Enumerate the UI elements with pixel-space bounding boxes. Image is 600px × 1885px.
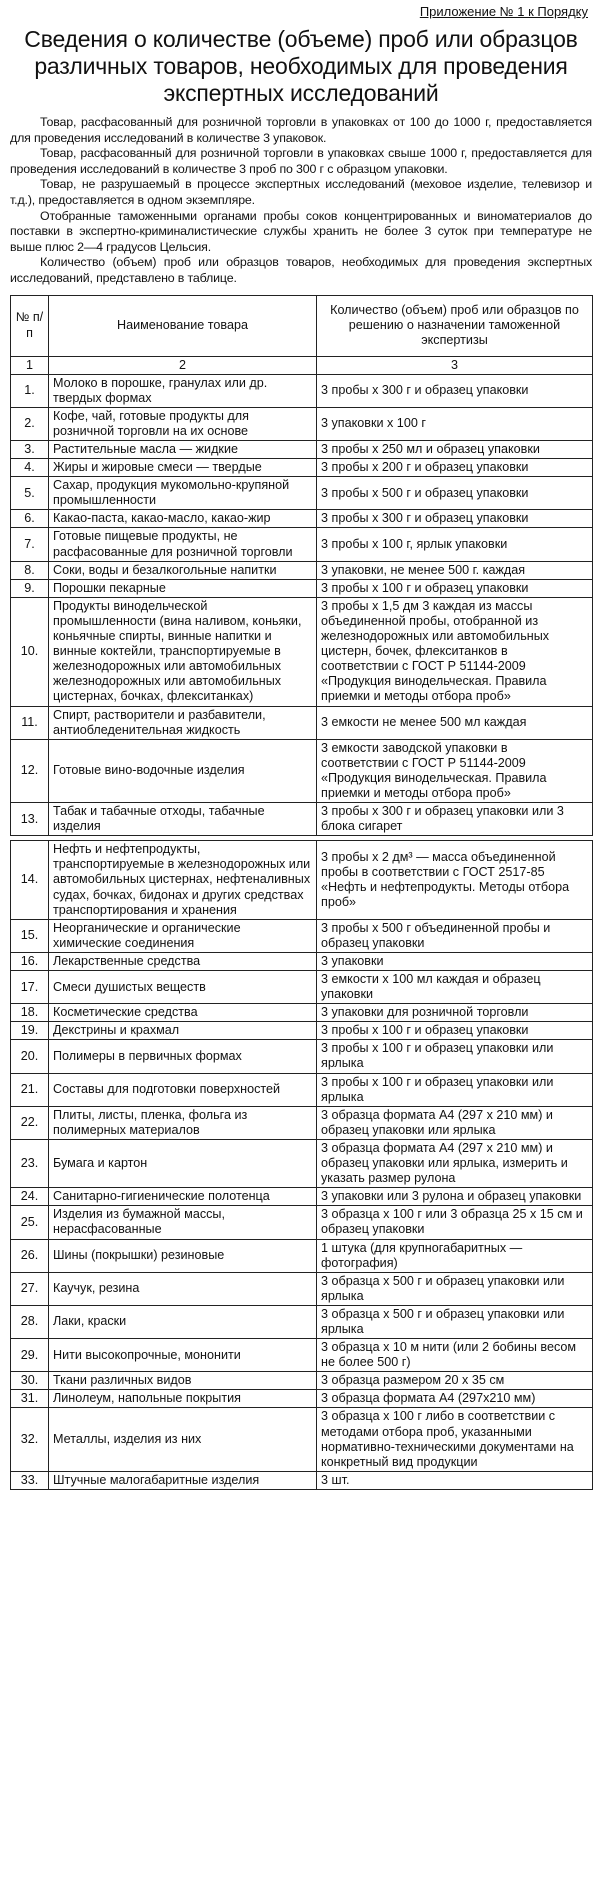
product-name: Соки, воды и безалкогольные напитки [49, 561, 317, 579]
table-row [11, 1372, 593, 1390]
table-row [11, 579, 593, 597]
header-number: № п/п [11, 295, 49, 356]
row-number: 18. [11, 1004, 49, 1022]
table-row [11, 561, 593, 579]
row-number: 31. [11, 1390, 49, 1408]
row-number: 12. [11, 739, 49, 802]
table-row [11, 706, 593, 739]
header-product-name: Наименование товара [49, 295, 317, 356]
product-name: Готовые вино-водочные изделия [49, 739, 317, 802]
product-name: Составы для подготовки поверхностей [49, 1073, 317, 1106]
row-number: 11. [11, 706, 49, 739]
sample-quantity: 3 образца х 500 г и образец упаковки или ярлыка [317, 1272, 593, 1305]
row-number: 16. [11, 952, 49, 970]
header-quantity: Количество (объем) проб или образцов по решению о назначении таможенной экспертизы [317, 295, 593, 356]
table-row [11, 459, 593, 477]
product-name: Полимеры в первичных формах [49, 1040, 317, 1073]
table-row [11, 1471, 593, 1489]
table-row [11, 1239, 593, 1272]
table-row [11, 1040, 593, 1073]
table-row [11, 407, 593, 440]
product-name: Растительные масла — жидкие [49, 441, 317, 459]
row-number: 6. [11, 510, 49, 528]
sample-quantity: 3 пробы х 100 г и образец упаковки или ярлыка [317, 1040, 593, 1073]
product-name: Бумага и картон [49, 1139, 317, 1187]
table-row [11, 1106, 593, 1139]
product-name: Нити высокопрочные, мононити [49, 1339, 317, 1372]
intro-paragraph: Товар, расфасованный для розничной торговли в упаковках от 100 до 1000 г, предоставляется для проведения исследований в количестве 3 упаковок. [10, 115, 592, 145]
row-number: 29. [11, 1339, 49, 1372]
sample-quantity: 3 пробы х 300 г и образец упаковки или 3 блока сигарет [317, 803, 593, 836]
product-name: Ткани различных видов [49, 1372, 317, 1390]
intro-paragraph: Товар, расфасованный для розничной торговли в упаковках свыше 1000 г, предоставляется для проведения исследований в количестве 3 проб по 300 г с образцом упаковки. [10, 146, 592, 176]
product-name: Нефть и нефтепродукты, транспортируемые в железнодорожных или автомобильных цистернах, нефтеналивных судах, бочках, бидонах и других средствах транспортирования и хранения [49, 841, 317, 919]
samples-table [10, 295, 593, 1490]
sample-quantity: 3 упаковки [317, 952, 593, 970]
sample-quantity: 3 шт. [317, 1471, 593, 1489]
product-name: Плиты, листы, пленка, фольга из полимерных материалов [49, 1106, 317, 1139]
sample-quantity: 3 образца х 500 г и образец упаковки или ярлыка [317, 1305, 593, 1338]
row-number: 5. [11, 477, 49, 510]
product-name: Спирт, растворители и разбавители, антиобледенительная жидкость [49, 706, 317, 739]
document-title: Сведения о количестве (объеме) проб или образцов различных товаров, необходимых для проведения экспертных исследований [24, 26, 578, 106]
product-name: Шины (покрышки) резиновые [49, 1239, 317, 1272]
sample-quantity: 3 пробы х 250 мл и образец упаковки [317, 441, 593, 459]
product-name: Порошки пекарные [49, 579, 317, 597]
intro-paragraph: Отобранные таможенными органами пробы соков концентрированных и виноматериалов до поставки в экспертно-криминалистические службы хранить не более 3 суток при температуре не выше плюс 2—4 градусов Цельсия. [10, 208, 592, 254]
sample-quantity: 1 штука (для крупногабаритных — фотография) [317, 1239, 593, 1272]
sample-quantity: 3 упаковки или 3 рулона и образец упаковки [317, 1188, 593, 1206]
product-name: Каучук, резина [49, 1272, 317, 1305]
sample-quantity: 3 пробы х 500 г и образец упаковки [317, 477, 593, 510]
table-row [11, 1339, 593, 1372]
sample-quantity: 3 упаковки, не менее 500 г. каждая [317, 561, 593, 579]
row-number: 32. [11, 1408, 49, 1471]
product-name: Лаки, краски [49, 1305, 317, 1338]
product-name: Готовые пищевые продукты, не расфасованные для розничной торговли [49, 528, 317, 561]
table-row [11, 952, 593, 970]
product-name: Лекарственные средства [49, 952, 317, 970]
table-row [11, 528, 593, 561]
table-header-row [11, 295, 593, 356]
index-cell: 3 [317, 356, 593, 374]
sample-quantity: 3 образца формата А4 (297 х 210 мм) и образец упаковки или ярлыка [317, 1106, 593, 1139]
product-name: Сахар, продукция мукомольно-крупяной промышленности [49, 477, 317, 510]
product-name: Неорганические и органические химические соединения [49, 919, 317, 952]
row-number: 22. [11, 1106, 49, 1139]
intro-paragraph: Товар, не разрушаемый в процессе экспертных исследований (меховое изделие, телевизор и т.д.), предоставляется в одном экземпляре. [10, 177, 592, 207]
table-row [11, 1022, 593, 1040]
product-name: Косметические средства [49, 1004, 317, 1022]
sample-quantity: 3 образца х 100 г либо в соответствии с методами отбора проб, указанными нормативно-техническими документами на конкретный вид продукции [317, 1408, 593, 1471]
row-number: 21. [11, 1073, 49, 1106]
table-row [11, 919, 593, 952]
row-number: 27. [11, 1272, 49, 1305]
row-number: 20. [11, 1040, 49, 1073]
product-name: Металлы, изделия из них [49, 1408, 317, 1471]
row-number: 15. [11, 919, 49, 952]
table-body [11, 374, 593, 1489]
table-row [11, 1073, 593, 1106]
table-index-row [11, 356, 593, 374]
product-name: Линолеум, напольные покрытия [49, 1390, 317, 1408]
table-row [11, 1188, 593, 1206]
row-number: 2. [11, 407, 49, 440]
row-number: 26. [11, 1239, 49, 1272]
table-row [11, 841, 593, 919]
table-row [11, 441, 593, 459]
product-name: Штучные малогабаритные изделия [49, 1471, 317, 1489]
intro-paragraph: Количество (объем) проб или образцов товаров, необходимых для проведения экспертных исследований, представлено в таблице. [10, 255, 592, 285]
table-row [11, 374, 593, 407]
product-name: Какао-паста, какао-масло, какао-жир [49, 510, 317, 528]
table-row [11, 1206, 593, 1239]
appendix-label: Приложение № 1 к Порядку [419, 4, 588, 19]
row-number: 25. [11, 1206, 49, 1239]
table-row [11, 971, 593, 1004]
sample-quantity: 3 образца формата А4 (297х210 мм) [317, 1390, 593, 1408]
product-name: Продукты винодельческой промышленности (вина наливом, коньяки, коньячные спирты, винные напитки и винные коктейли, транспортируемые в железнодорожных или автомобильных железнодорожных или автомобильных цистернах, бочках, флекситанках) [49, 597, 317, 706]
sample-quantity: 3 упаковки х 100 г [317, 407, 593, 440]
sample-quantity: 3 емкости не менее 500 мл каждая [317, 706, 593, 739]
sample-quantity: 3 емкости заводской упаковки в соответствии с ГОСТ Р 51144-2009 «Продукция винодельческая. Правила приемки и методы отбора проб» [317, 739, 593, 802]
row-number: 30. [11, 1372, 49, 1390]
row-number: 24. [11, 1188, 49, 1206]
product-name: Жиры и жировые смеси — твердые [49, 459, 317, 477]
sample-quantity: 3 пробы х 100 г и образец упаковки [317, 579, 593, 597]
table-row [11, 1408, 593, 1471]
row-number: 17. [11, 971, 49, 1004]
product-name: Молоко в порошке, гранулах или др. твердых формах [49, 374, 317, 407]
sample-quantity: 3 упаковки для розничной торговли [317, 1004, 593, 1022]
table-row [11, 1139, 593, 1187]
row-number: 8. [11, 561, 49, 579]
sample-quantity: 3 пробы х 100 г и образец упаковки [317, 1022, 593, 1040]
row-number: 13. [11, 803, 49, 836]
sample-quantity: 3 пробы х 1,5 дм 3 каждая из массы объединенной пробы, отобранной из железнодорожных или автомобильных цистерн, бочек, флекситанков в соответствии с ГОСТ Р 51144-2009 «Продукция винодельческая. Правила приемки и методы отбора проб» [317, 597, 593, 706]
sample-quantity: 3 образца размером 20 х 35 см [317, 1372, 593, 1390]
index-cell: 1 [11, 356, 49, 374]
sample-quantity: 3 пробы х 300 г и образец упаковки [317, 374, 593, 407]
table-row [11, 510, 593, 528]
sample-quantity: 3 пробы х 2 дм³ — масса объединенной пробы в соответствии с ГОСТ 2517-85 «Нефть и нефтепродукты. Методы отбора проб» [317, 841, 593, 919]
sample-quantity: 3 пробы х 200 г и образец упаковки [317, 459, 593, 477]
table-row [11, 803, 593, 836]
row-number: 4. [11, 459, 49, 477]
row-number: 10. [11, 597, 49, 706]
table-row [11, 1004, 593, 1022]
sample-quantity: 3 емкости х 100 мл каждая и образец упаковки [317, 971, 593, 1004]
sample-quantity: 3 образца х 100 г или 3 образца 25 х 15 см и образец упаковки [317, 1206, 593, 1239]
table-row [11, 477, 593, 510]
sample-quantity: 3 пробы х 100 г и образец упаковки или ярлыка [317, 1073, 593, 1106]
row-number: 14. [11, 841, 49, 919]
sample-quantity: 3 пробы х 100 г, ярлык упаковки [317, 528, 593, 561]
row-number: 3. [11, 441, 49, 459]
product-name: Табак и табачные отходы, табачные изделия [49, 803, 317, 836]
intro-text [10, 115, 592, 287]
row-number: 1. [11, 374, 49, 407]
row-number: 23. [11, 1139, 49, 1187]
row-number: 7. [11, 528, 49, 561]
sample-quantity: 3 пробы х 500 г объединенной пробы и образец упаковки [317, 919, 593, 952]
sample-quantity: 3 образца формата А4 (297 х 210 мм) и образец упаковки или ярлыка, измерить и указать размер рулона [317, 1139, 593, 1187]
row-number: 28. [11, 1305, 49, 1338]
row-number: 33. [11, 1471, 49, 1489]
table-row [11, 1272, 593, 1305]
sample-quantity: 3 пробы х 300 г и образец упаковки [317, 510, 593, 528]
table-row [11, 739, 593, 802]
product-name: Смеси душистых веществ [49, 971, 317, 1004]
table-row [11, 1305, 593, 1338]
product-name: Изделия из бумажной массы, нерасфасованные [49, 1206, 317, 1239]
row-number: 19. [11, 1022, 49, 1040]
product-name: Декстрины и крахмал [49, 1022, 317, 1040]
product-name: Санитарно-гигиенические полотенца [49, 1188, 317, 1206]
table-row [11, 597, 593, 706]
product-name: Кофе, чай, готовые продукты для розничной торговли на их основе [49, 407, 317, 440]
index-cell: 2 [49, 356, 317, 374]
table-row [11, 1390, 593, 1408]
sample-quantity: 3 образца х 10 м нити (или 2 бобины весом не более 500 г) [317, 1339, 593, 1372]
row-number: 9. [11, 579, 49, 597]
